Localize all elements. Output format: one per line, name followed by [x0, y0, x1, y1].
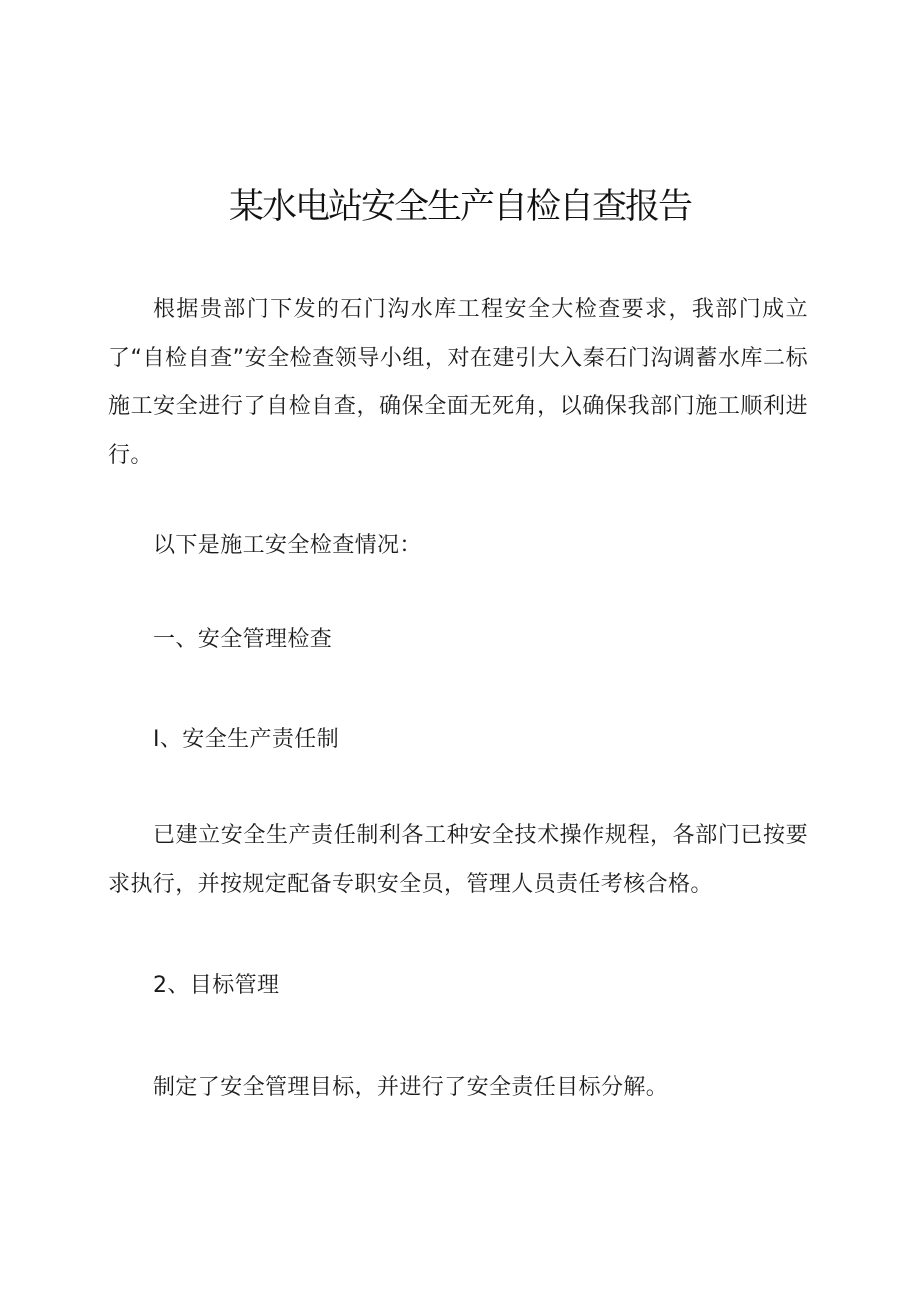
lead-paragraph: 以下是施工安全检查情况：	[153, 533, 422, 558]
intro-paragraph: 根据贵部门下发的石门沟水库工程安全大检查要求，我部门成立了“自检自查”安全检查领导小组，对在建引大入秦石门沟调蓄水库二标施工安全进行了自检自查，确保全面无死角，以确保我部门施工顺利进行。	[108, 297, 808, 468]
section-heading-safety-management: 一、安全管理检查	[153, 627, 333, 652]
target-management-paragraph: 制定了安全管理目标，并进行了安全责任目标分解。	[153, 1075, 669, 1100]
item-heading-responsibility-system: I、安全生产责任制	[153, 727, 340, 752]
item-heading-target-management: 2、目标管理	[153, 973, 280, 998]
document-title: 某水电站安全生产自检自查报告	[228, 187, 691, 227]
responsibility-system-paragraph: 已建立安全生产责任制利各工种安全技术操作规程，各部门已按要求执行，并按规定配备专职安全员，管理人员责任考核合格。	[108, 823, 808, 897]
